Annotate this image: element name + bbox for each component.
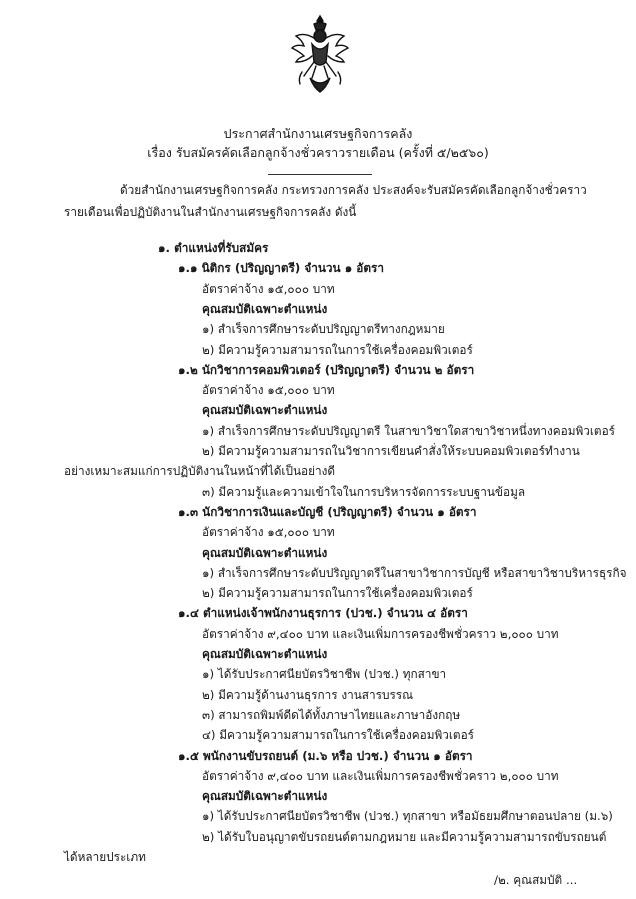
qualification-label: คุณสมบัติเฉพาะตำแหน่ง bbox=[202, 789, 328, 804]
qualification-item-continuation: ได้หลายประเภท bbox=[64, 850, 146, 864]
qualification-item: ๒) ได้รับใบอนุญาตขับรถยนต์ตามกฎหมาย และมีความรู้ความสามารถขับรถยนต์ bbox=[202, 829, 607, 844]
qualification-item: ๒) มีความรู้ความสามารถในวิชาการเขียนคำสั่งให้ระบบคอมพิวเตอร์ทำงาน bbox=[202, 444, 580, 458]
qualification-item: ๑) ได้รับประกาศนียบัตรวิชาชีพ (ปวช.) ทุกสาขา หรือมัธยมศึกษาตอนปลาย (ม.๖) bbox=[202, 809, 613, 824]
qualification-item: ๓) มีความรู้และความเข้าใจในการบริหารจัดการระบบฐานข้อมูล bbox=[202, 484, 526, 499]
announcement-title: ประกาศสำนักงานเศรษฐกิจการคลัง bbox=[223, 126, 413, 141]
qualification-item: ๒) มีความรู้ด้านงานธุรการ งานสารบรรณ bbox=[202, 687, 414, 702]
qualification-label: คุณสมบัติเฉพาะตำแหน่ง bbox=[202, 403, 328, 418]
continued-footer: /๒. คุณสมบัติ ... bbox=[494, 873, 578, 887]
qualification-label: คุณสมบัติเฉพาะตำแหน่ง bbox=[202, 647, 328, 661]
qualification-item: ๒) มีความรู้ความสามารถในการใช้เครื่องคอมพิวเตอร์ bbox=[202, 342, 473, 357]
section-heading: ๑. ตำแหน่งที่รับสมัคร bbox=[158, 241, 269, 255]
qualification-item: ๒) มีความรู้ความสามารถในการใช้เครื่องคอมพิวเตอร์ bbox=[202, 586, 473, 601]
position-title: ๑.๔ ตำแหน่งเจ้าพนักงานธุรการ (ปวช.) จำนวน ๔ อัตรา bbox=[178, 606, 468, 621]
qualification-item: ๔) มีความรู้ความสามารถในการใช้เครื่องคอมพิวเตอร์ bbox=[202, 728, 474, 743]
garuda-emblem-icon bbox=[288, 12, 352, 96]
position-title: ๑.๕ พนักงานขับรถยนต์ (ม.๖ หรือ ปวช.) จำนวน ๑ อัตรา bbox=[178, 748, 473, 763]
intro-line-2: รายเดือนเพื่อปฏิบัติงานในสำนักงานเศรษฐกิจการคลัง ดังนี้ bbox=[64, 205, 357, 219]
position-salary: อัตราค่าจ้าง ๙,๔๐๐ บาท และเงินเพิ่มการครองชีพชั่วคราว ๒,๐๐๐ บาท bbox=[202, 626, 559, 641]
qualification-item: ๓) สามารถพิมพ์ดีดได้ทั้งภาษาไทยและภาษาอังกฤษ bbox=[202, 707, 461, 722]
qualification-item-continuation: อย่างเหมาะสมแก่การปฏิบัติงานในหน้าที่ได้เป็นอย่างดี bbox=[64, 464, 336, 479]
position-salary: อัตราค่าจ้าง ๑๕,๐๐๐ บาท bbox=[202, 383, 335, 398]
qualification-label: คุณสมบัติเฉพาะตำแหน่ง bbox=[202, 301, 328, 316]
position-title: ๑.๑ นิติกร (ปริญญาตรี) จำนวน ๑ อัตรา bbox=[178, 261, 385, 276]
qualification-item: ๑) สำเร็จการศึกษาระดับปริญญาตรี ในสาขาวิชาใดสาขาวิชาหนึ่งทางคอมพิวเตอร์ bbox=[202, 423, 616, 438]
position-salary: อัตราค่าจ้าง ๙,๔๐๐ บาท และเงินเพิ่มการครองชีพชั่วคราว ๒,๐๐๐ บาท bbox=[202, 768, 559, 783]
position-salary: อัตราค่าจ้าง ๑๕,๐๐๐ บาท bbox=[202, 281, 335, 296]
qualification-item: ๑) สำเร็จการศึกษาระดับปริญญาตรีทางกฎหมาย bbox=[202, 322, 445, 337]
announcement-subject: เรื่อง รับสมัครคัดเลือกลูกจ้างชั่วคราวรายเดือน (ครั้งที่ ๕/๒๕๖๐) bbox=[147, 145, 489, 160]
title-divider bbox=[268, 174, 372, 175]
position-salary: อัตราค่าจ้าง ๑๕,๐๐๐ บาท bbox=[202, 525, 335, 540]
position-title: ๑.๓ นักวิชาการเงินและบัญชี (ปริญญาตรี) จำนวน ๑ อัตรา bbox=[178, 504, 477, 519]
qualification-item: ๑) สำเร็จการศึกษาระดับปริญญาตรีในสาขาวิชาการบัญชี หรือสาขาวิชาบริหารธุรกิจ bbox=[202, 565, 627, 580]
intro-line-1: ด้วยสำนักงานเศรษฐกิจการคลัง กระทรวงการคลัง ประสงค์จะรับสมัครคัดเลือกลูกจ้างชั่วคราว bbox=[120, 183, 587, 197]
position-title: ๑.๒ นักวิชาการคอมพิวเตอร์ (ปริญญาตรี) จำนวน ๒ อัตรา bbox=[178, 362, 475, 377]
qualification-item: ๑) ได้รับประกาศนียบัตรวิชาชีพ (ปวช.) ทุกสาขา bbox=[202, 667, 447, 682]
qualification-label: คุณสมบัติเฉพาะตำแหน่ง bbox=[202, 545, 328, 560]
